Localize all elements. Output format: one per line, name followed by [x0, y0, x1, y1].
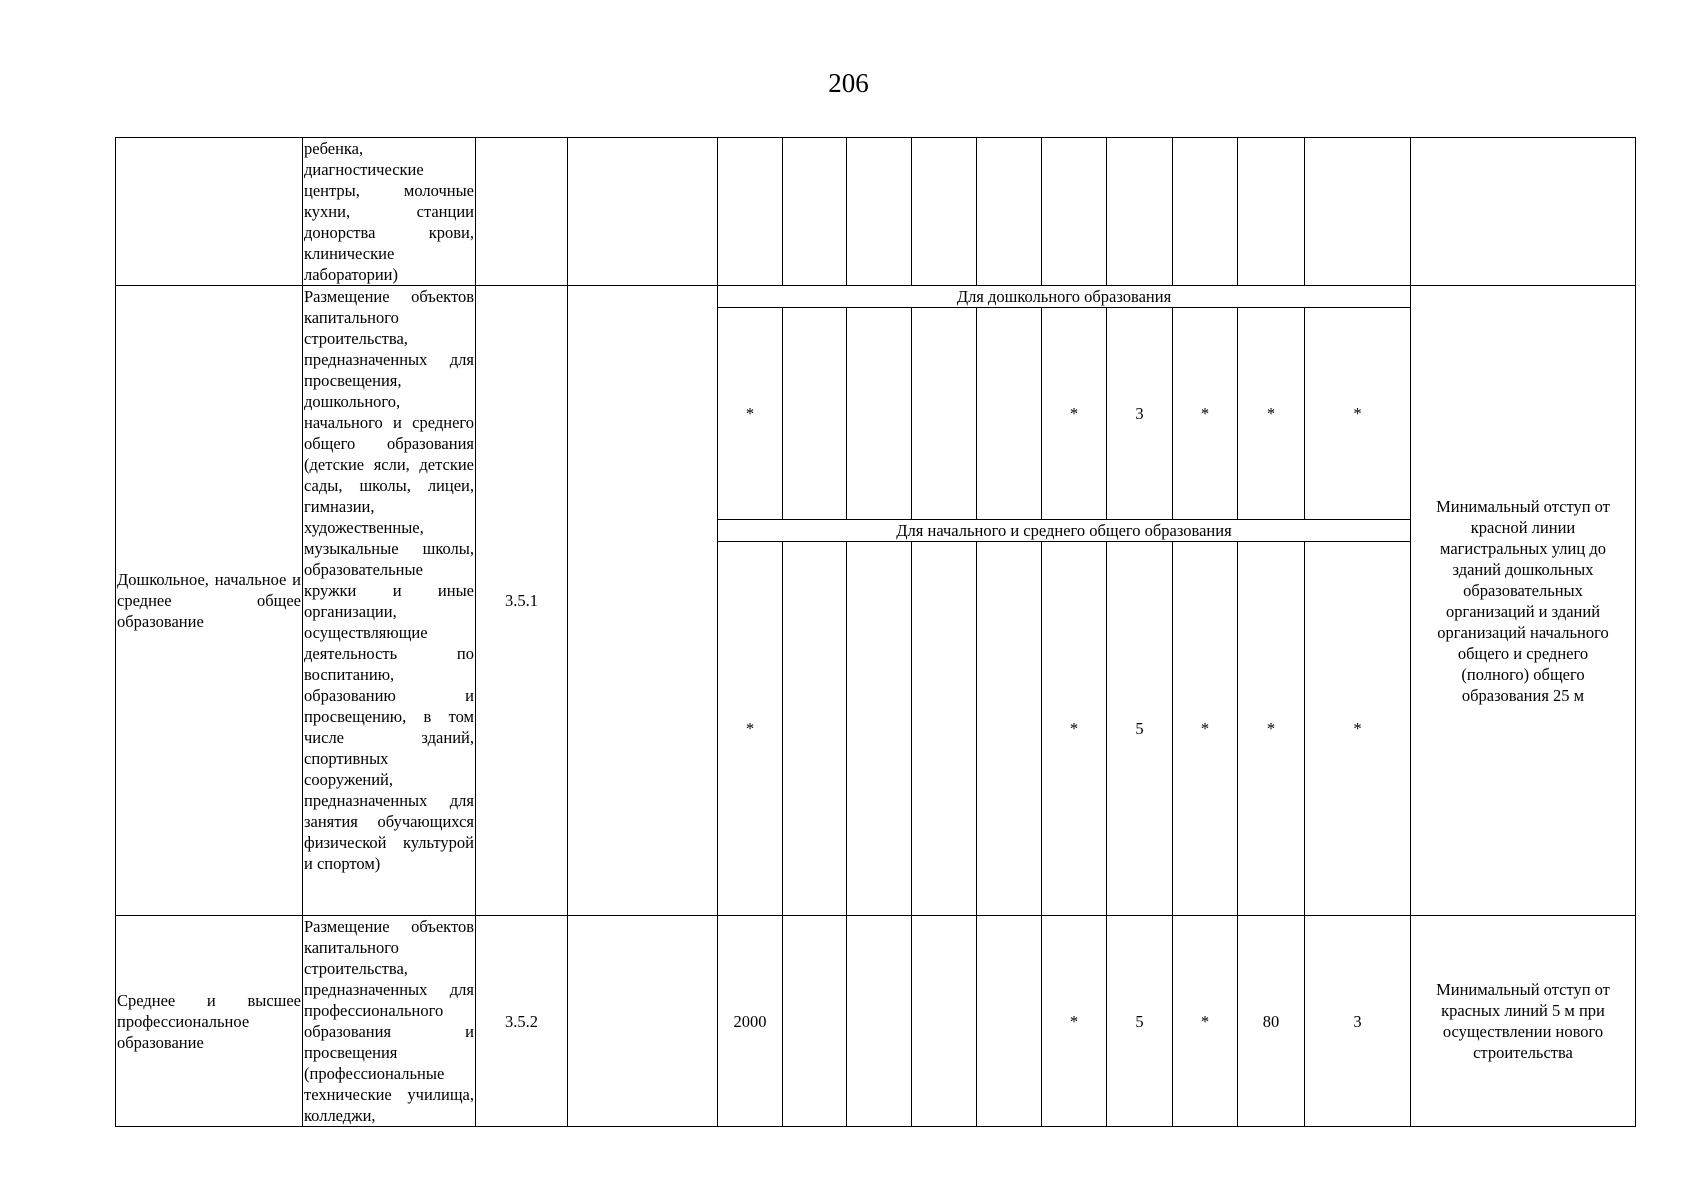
param-cell	[912, 138, 977, 286]
param-cell: *	[1305, 542, 1411, 916]
param-cell: *	[1305, 308, 1411, 520]
param-cell: 2000	[718, 916, 783, 1127]
param-cell: *	[1173, 542, 1238, 916]
param-cell: *	[1042, 308, 1107, 520]
param-cell: *	[1173, 308, 1238, 520]
use-description: Размещение объектов капитального строительства, предназначенных для просвещения, дошкольного, начального и среднего общего образования (детские ясли, детские сады, школы, лицеи, гимназии, художественные, музыкальные школы, образовательные кружки и иные организации, осуществляющие деятельность по воспитанию, образованию и просвещению, в том числе зданий, спортивных сооружений, предназначенных для занятия обучающихся физической культурой и спортом)	[304, 287, 474, 873]
table-row	[116, 286, 1636, 308]
param-cell	[847, 308, 912, 520]
subgroup-header: Для начального и среднего общего образования	[718, 520, 1411, 542]
param-cell	[1107, 138, 1173, 286]
note-cell: Минимальный отступ от красной линии магистральных улиц до зданий дошкольных образовательных организаций и зданий организаций начального общего и среднего (полного) общего образования 25 м	[1411, 286, 1636, 916]
use-code-cell: 3.5.2	[476, 916, 568, 1127]
table-row	[116, 138, 1636, 286]
use-name-cell	[116, 286, 303, 916]
zoning-table	[115, 137, 1636, 1127]
empty-cell	[568, 916, 718, 1127]
use-name-cell	[116, 138, 303, 286]
param-cell	[977, 542, 1042, 916]
note-cell	[1411, 138, 1636, 286]
param-cell	[783, 916, 847, 1127]
param-cell: *	[1238, 308, 1305, 520]
note-cell: Минимальный отступ от красных линий 5 м при осуществлении нового строительства	[1411, 916, 1636, 1127]
param-cell	[977, 308, 1042, 520]
param-cell: 5	[1107, 542, 1173, 916]
page-number: 206	[828, 68, 869, 98]
param-cell	[783, 138, 847, 286]
use-description: ребенка, диагностические центры, молочные кухни, станции донорства крови, клинические лаборатории)	[304, 139, 474, 284]
param-cell	[912, 542, 977, 916]
param-cell	[847, 542, 912, 916]
empty-cell	[568, 138, 718, 286]
table-row	[116, 916, 1636, 1127]
use-description-cell	[303, 138, 476, 286]
subgroup-header: Для дошкольного образования	[718, 286, 1411, 308]
param-cell	[783, 542, 847, 916]
param-cell	[847, 916, 912, 1127]
param-cell	[977, 916, 1042, 1127]
param-cell: *	[718, 542, 783, 916]
param-cell: *	[718, 308, 783, 520]
use-code-cell: 3.5.1	[476, 286, 568, 916]
param-cell: 3	[1305, 916, 1411, 1127]
param-cell	[718, 138, 783, 286]
param-cell: *	[1173, 916, 1238, 1127]
param-cell: 3	[1107, 308, 1173, 520]
use-name-cell	[116, 916, 303, 1127]
param-cell	[912, 308, 977, 520]
param-cell	[1173, 138, 1238, 286]
param-cell: 80	[1238, 916, 1305, 1127]
use-description: Размещение объектов капитального строительства, предназначенных для профессионального образования и просвещения (профессиональные технические училища, колледжи,	[304, 917, 474, 1125]
param-cell	[1042, 138, 1107, 286]
use-description-cell	[303, 286, 476, 916]
param-cell: *	[1042, 916, 1107, 1127]
param-cell	[1305, 138, 1411, 286]
use-name: Среднее и высшее профессиональное образование	[117, 990, 301, 1052]
param-cell	[847, 138, 912, 286]
param-cell	[912, 916, 977, 1127]
use-name: Дошкольное, начальное и среднее общее образование	[117, 570, 301, 631]
param-cell	[783, 308, 847, 520]
param-cell: *	[1238, 542, 1305, 916]
param-cell: 5	[1107, 916, 1173, 1127]
use-description-cell	[303, 916, 476, 1127]
param-cell	[977, 138, 1042, 286]
param-cell: *	[1042, 542, 1107, 916]
use-code-cell	[476, 138, 568, 286]
param-cell	[1238, 138, 1305, 286]
empty-cell	[568, 286, 718, 916]
